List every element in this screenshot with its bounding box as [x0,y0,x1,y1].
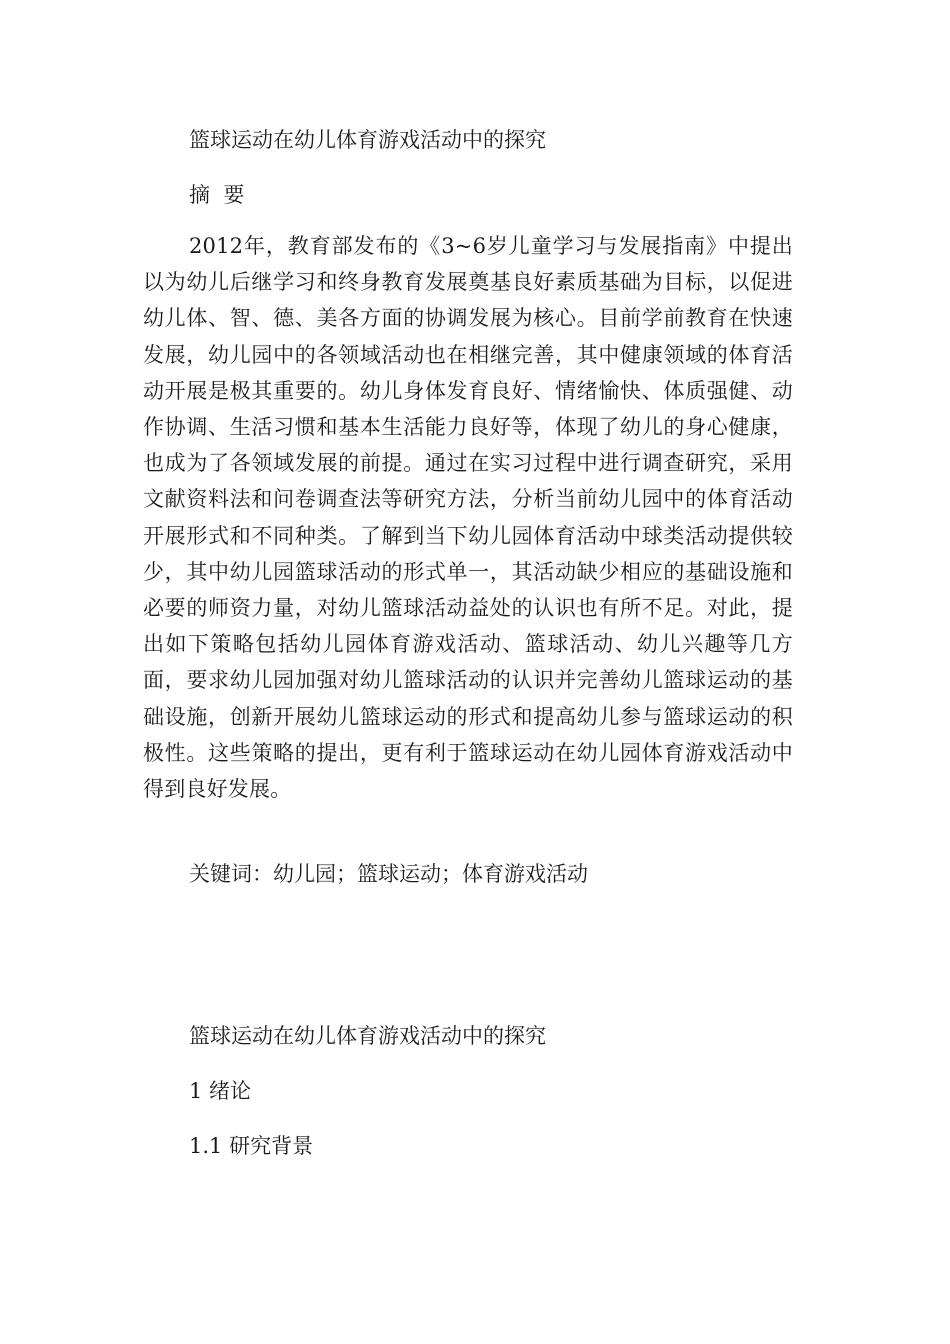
abstract-paper-title: 篮球运动在幼儿体育游戏活动中的探究 [189,128,546,152]
main-paper-title: 篮球运动在幼儿体育游戏活动中的探究 [189,1024,546,1048]
abstract-body: 2012年，教育部发布的《3~6岁儿童学习与发展指南》中提出以为幼儿后继学习和终身教育发展奠基良好素质基础为目标，以促进幼儿体、智、德、美各方面的协调发展为核心。目前学前教育在快速发展，幼儿园中的各领域活动也在相继完善，其中健康领域的体育活动开展是极其重要的。幼儿身体发育良好、情绪愉快、体质强健、动作协调、生活习惯和基本生活能力良好等，体现了幼儿的身心健康，也成为了各领域发展的前提。通过在实习过程中进行调查研究，采用文献资料法和问卷调查法等研究方法，分析当前幼儿园中的体育活动开展形式和不同种类。了解到当下幼儿园体育活动中球类活动提供较少，其中幼儿园篮球活动的形式单一，其活动缺少相应的基础设施和必要的师资力量，对幼儿篮球活动益处的认识也有所不足。对此，提出如下策略包括幼儿园体育游戏活动、篮球活动、幼儿兴趣等几方面，要求幼儿园加强对幼儿篮球活动的认识并完善幼儿篮球运动的基础设施，创新开展幼儿篮球运动的形式和提高幼儿参与篮球运动的积极性。这些策略的提出，更有利于篮球运动在幼儿园体育游戏活动中得到良好发展。 [143,234,793,802]
keywords-line: 关键词：幼儿园；篮球运动；体育游戏活动 [189,862,588,886]
chapter-heading: 1 绪论 [189,1079,252,1103]
abstract-heading: 摘 要 [189,183,245,207]
subsection-heading: 1.1 研究背景 [189,1134,314,1158]
